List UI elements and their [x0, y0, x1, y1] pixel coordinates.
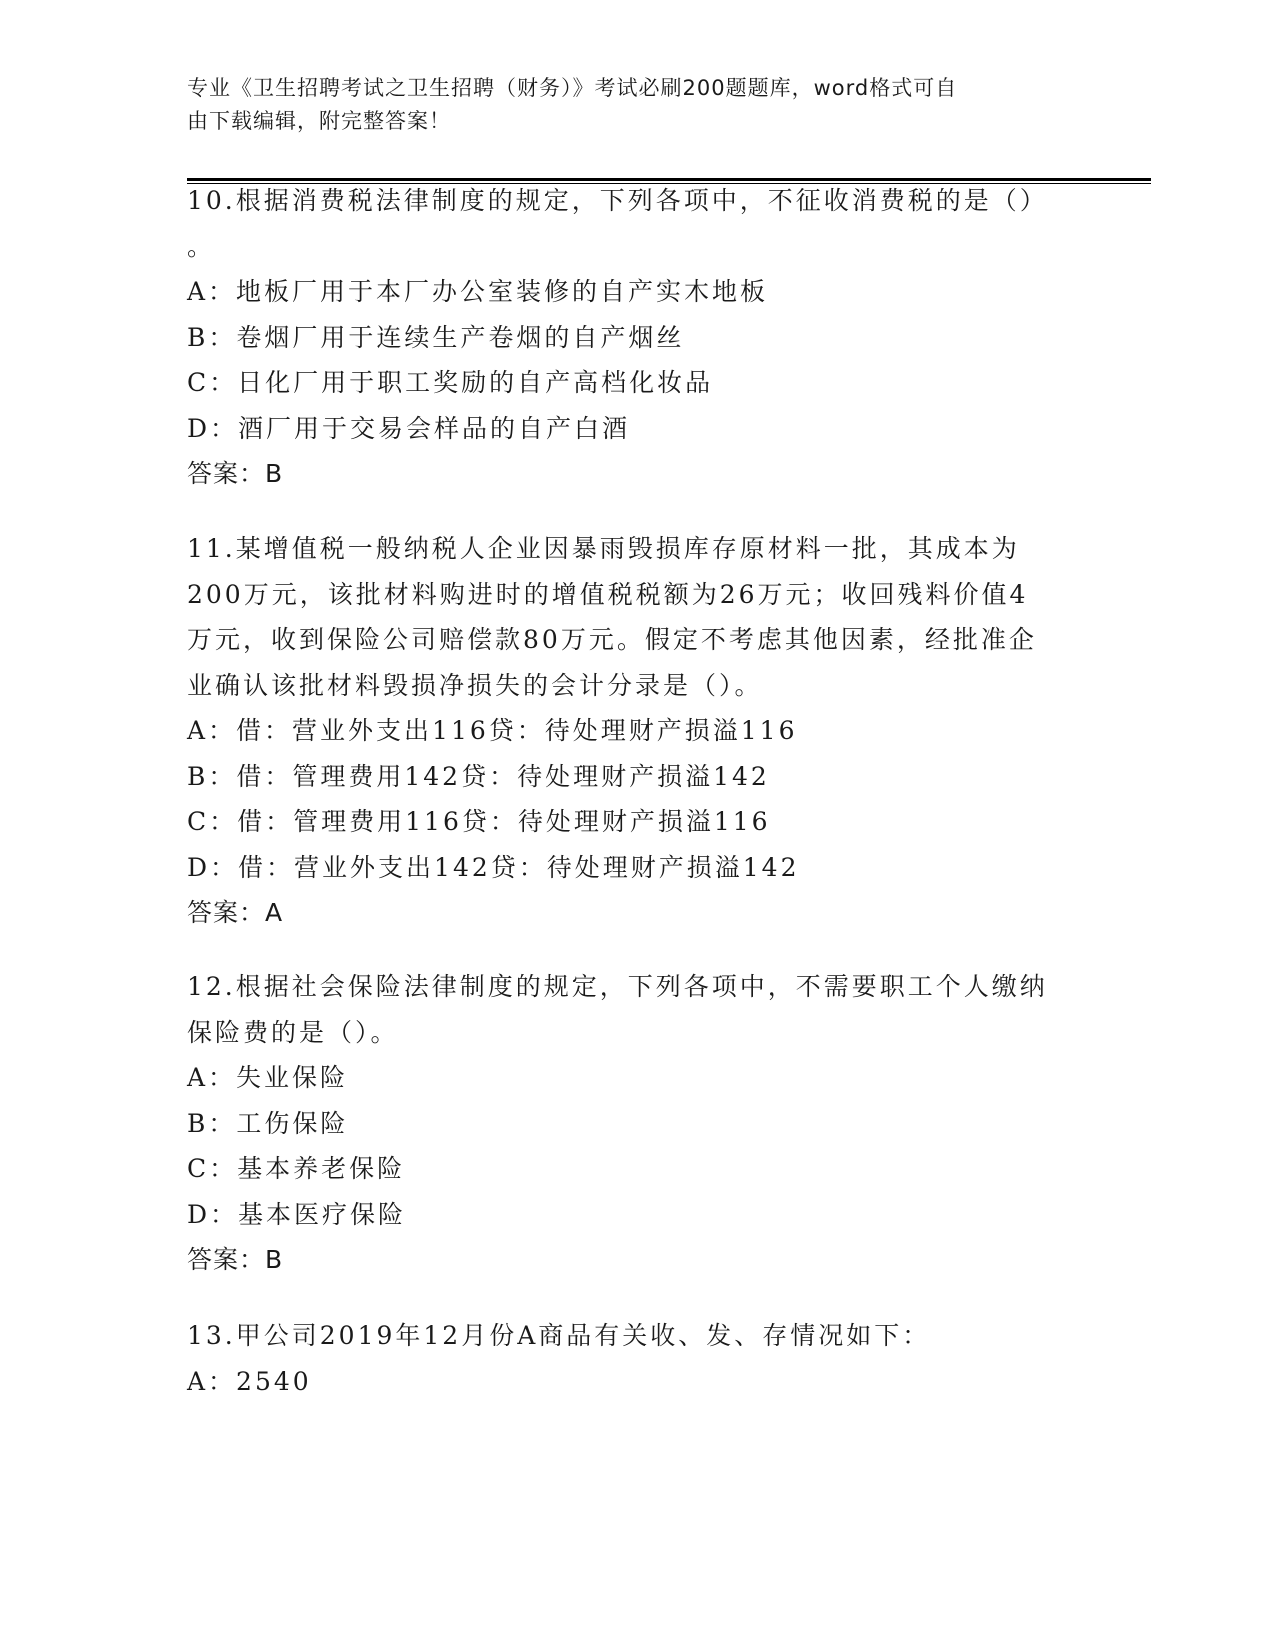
question-stem-line: 10.根据消费税法律制度的规定，下列各项中，不征收消费税的是（） — [187, 186, 1048, 215]
option-b: B：借：管理费用142贷：待处理财产损溢142 — [187, 761, 770, 791]
option-d: D：基本医疗保险 — [187, 1199, 407, 1229]
question-stem-line: 万元，收到保险公司赔偿款80万元。假定不考虑其他因素，经批准企 — [187, 625, 1037, 654]
question-13 — [187, 1313, 1067, 1404]
answer-line: 答案：B — [187, 1245, 284, 1274]
question-11 — [187, 526, 1067, 936]
option-c: C：日化厂用于职工奖励的自产高档化妆品 — [187, 368, 714, 397]
question-stem-line: 12.根据社会保险法律制度的规定，下列各项中，不需要职工个人缴纳 — [187, 972, 1048, 1001]
option-b: B：卷烟厂用于连续生产卷烟的自产烟丝 — [187, 322, 685, 352]
question-stem-line: 。 — [187, 231, 216, 261]
option-a: A：地板厂用于本厂办公室装修的自产实木地板 — [187, 277, 769, 306]
option-a: A：借：营业外支出116贷：待处理财产损溢116 — [187, 716, 798, 745]
question-10 — [187, 178, 1067, 497]
answer-line: 答案：B — [187, 459, 284, 488]
option-a: A：失业保险 — [187, 1063, 349, 1092]
question-stem-line: 业确认该批材料毁损净损失的会计分录是（）。 — [187, 670, 763, 700]
option-b: B：工伤保险 — [187, 1108, 349, 1138]
question-stem-line: 11.某增值税一般纳税人企业因暴雨毁损库存原材料一批，其成本为 — [187, 534, 1020, 563]
answer-line: 答案：A — [187, 898, 284, 927]
option-c: C：借：管理费用116贷：待处理财产损溢116 — [187, 807, 771, 836]
header-line-2: 由下载编辑，附完整答案！ — [187, 109, 451, 133]
document-header — [187, 72, 1067, 138]
question-stem-line: 13.甲公司2019年12月份A商品有关收、发、存情况如下： — [187, 1321, 931, 1350]
option-d: D：借：营业外支出142贷：待处理财产损溢142 — [187, 852, 800, 882]
header-line-1: 专业《卫生招聘考试之卫生招聘（财务）》考试必刷200题题库，word格式可自 — [187, 76, 958, 100]
option-c: C：基本养老保险 — [187, 1154, 406, 1183]
question-stem-line: 保险费的是（）。 — [187, 1017, 399, 1047]
question-stem-line: 200万元，该批材料购进时的增值税税额为26万元；收回残料价值4 — [187, 579, 1029, 609]
option-a: A：2540 — [187, 1366, 312, 1396]
question-12 — [187, 964, 1067, 1283]
option-d: D：酒厂用于交易会样品的自产白酒 — [187, 413, 631, 443]
